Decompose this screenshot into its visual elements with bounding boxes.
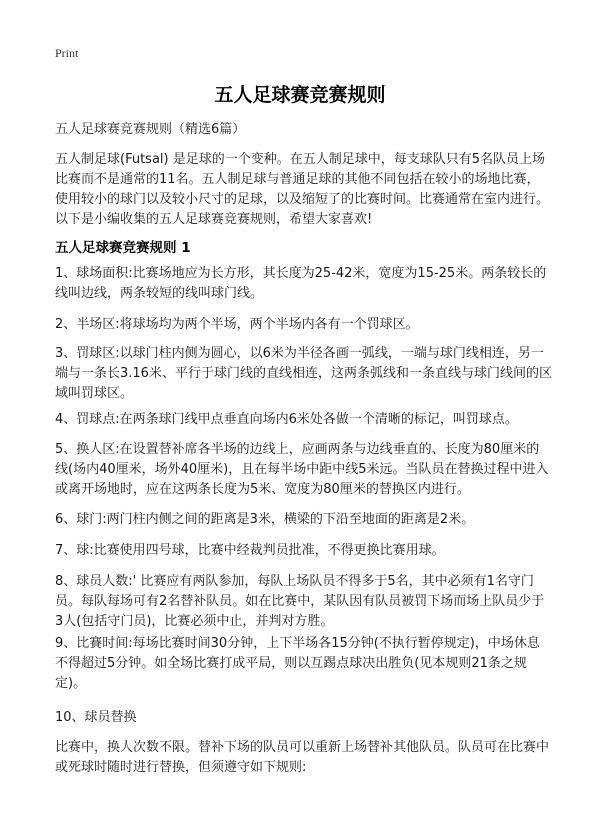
rule-item-4: 4、罚球点:在两条球门线甲点垂直向场内6米处各做一个清晰的标记，叫罚球点。 (55, 412, 518, 427)
rule-item-5: 5、换人区:在设置替补席各半场的边线上，应画两条与边线垂直的、长度为80厘米的线(场内40厘米，场外40厘米)，且在每半场中距中线5米远。当队员在替换过程中进入或离开场地时，应在这两条长度为5米、宽度为80厘米的替换区内进行。 (55, 442, 549, 497)
intro-paragraph: 五人制足球(Futsal) 是足球的一个变种。在五人制足球中，每支球队只有5名队员上场比赛而不是通常的11名。五人制足球与普通足球的其他不同包括在较小的场地比赛，使用较小的球门以及较小尺寸的足球，以及缩短了的比赛时间。比赛通常在室内进行。以下是小编收集的五人足球赛竞赛规则，希望大家喜欢! (55, 152, 550, 227)
section-heading: 五人足球赛竞赛规则 1 (55, 240, 191, 256)
rule-item-1: 1、球场面积:比赛场地应为长方形，其长度为25-42米，宽度为15-25米。两条较长的线叫边线，两条较短的线叫球门线。 (55, 266, 547, 301)
rule-item-6: 6、球门:两门柱内侧之间的距离是3米，横梁的下沿至地面的距离是2米。 (55, 512, 475, 527)
rule-item-10-heading: 10、球员替换 (55, 710, 137, 725)
rule-item-7: 7、球:比赛使用四号球，比赛中经裁判员批准，不得更换比赛用球。 (55, 543, 445, 558)
substitution-paragraph: 比赛中，换人次数不限。替补下场的队员可以重新上场替补其他队员。队员可在比赛中或死球时随时进行替换，但须遵守如下规则: (55, 740, 550, 775)
rule-item-2: 2、半场区:将球场均为两个半场，两个半场内各有一个罚球区。 (55, 317, 419, 332)
document-title: 五人足球赛竞赛规则 (214, 84, 386, 106)
rule-item-3: 3、罚球区:以球门柱内侧为圆心，以6米为半径各画一弧线，一端与球门线相连，另一端与一条长3.16米、平行于球门线的直线相连，这两条弧线和一条直线与球门线间的区域叫罚球区。 (55, 346, 552, 401)
print-label: Print (55, 46, 79, 60)
rule-item-8: 8、球员人数:' 比赛应有两队参加，每队上场队员不得多于5名，其中必须有1名守门员。每队每场可有2名替补队员。如在比赛中，某队因有队员被罚下场而场上队员少于3人(包括守门员)，比赛必须中止，并判对方胜。 (55, 574, 545, 629)
rule-item-9: 9、比賽时间:每场比赛时间30分钟，上下半场各15分钟(不执行暂停规定)，中场休息不得超过5分钟。如全场比赛打成平局，则以互踢点球决出胜负(见本规则21条之规定)。 (55, 636, 540, 691)
document-subtitle: 五人足球赛竞赛规则（精选6篇） (55, 122, 246, 137)
